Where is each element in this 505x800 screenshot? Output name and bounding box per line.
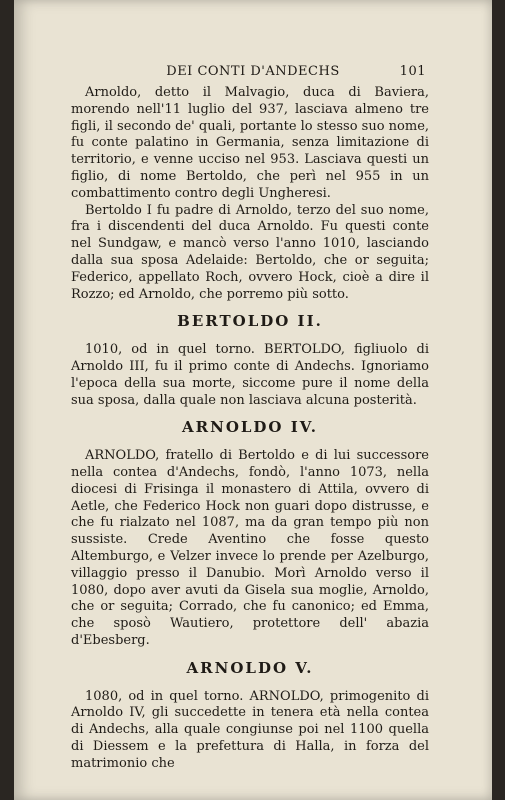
page-body (71, 85, 429, 772)
paragraph: 1010, od in quel torno. BERTOLDO, figliuolo di Arnoldo III, fu il primo conte di Andechs. Ignoriamo l'epoca della sua morte, siccome pure il nome della sua sposa, dalla quale non lasciava alcuna posterità. (71, 342, 429, 408)
section-heading: ARNOLDO V. (186, 658, 314, 677)
paragraph: Bertoldo I fu padre di Arnoldo, terzo del suo nome, fra i discendenti del duca Arnoldo. Fu questi conte nel Sundgaw, e mancò verso l'anno 1010, lasciando dalla sua sposa Adelaide: Bertoldo, che or seguita; Federico, appellato Roch, ovvero Hock, cioè a dire il Rozzo; ed Arnoldo, che porremo più sotto. (71, 202, 429, 302)
paragraph: 1080, od in quel torno. ARNOLDO, primogenito di Arnoldo IV, gli succedette in tenera età nella contea di Andechs, alla quale congiunse poi nel 1100 quella di Diessem e la prefettura di Halla, in forza del matrimonio che (71, 688, 429, 771)
paragraph: Arnoldo, detto il Malvagio, duca di Baviera, morendo nell'11 luglio del 937, lasciava almeno tre figli, il secondo de' quali, portante lo stesso suo nome, fu conte palatino in Germania, senza limitazione di territorio, e venne ucciso nel 953. Lasciava questi un figlio, di nome Bertoldo, che perì nel 955 in un combattimento contro degli Ungheresi. (71, 85, 430, 201)
running-title: DEI CONTI D'ANDECHS (166, 64, 340, 79)
page-number: 101 (399, 64, 426, 79)
book-page (14, 0, 492, 800)
section-heading: BERTOLDO II. (177, 312, 323, 331)
paragraph: ARNOLDO, fratello di Bertoldo e di lui successore nella contea d'Andechs, fondò, l'anno 1073, nella diocesi di Frisinga il monastero di Attila, ovvero di Aetle, che Federico Hock non guari dopo distrusse, e che fu rialzato nel 1087, ma da gran tempo più non sussiste. Crede Aventino che fosse questo Altemburgo, e Velzer invece lo prende per Azelburgo, villaggio presso il Danubio. Morì Arnoldo verso il 1080, dopo aver avuti da Gisela sua moglie, Arnoldo, che or seguita; Corrado, che fu canonico; ed Emma, che sposò Wautiero, protettore dell' abazia d'Ebesberg. (71, 448, 429, 648)
section-heading: ARNOLDO IV. (182, 418, 318, 437)
page-header (14, 64, 492, 84)
